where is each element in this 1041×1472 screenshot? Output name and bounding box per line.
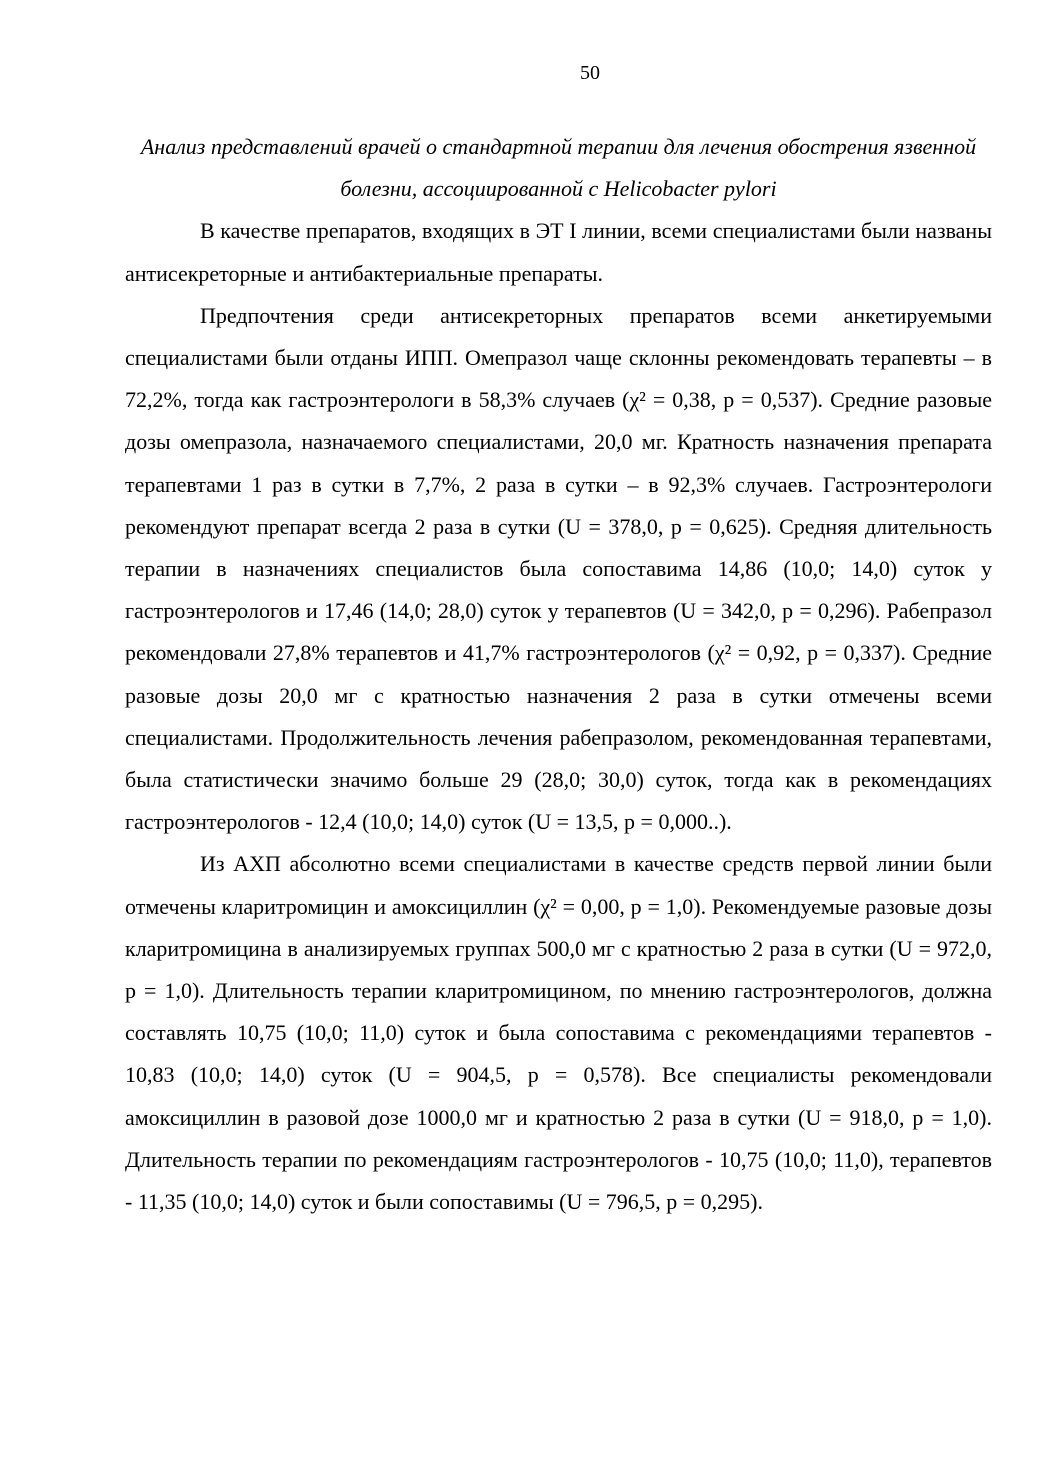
paragraph-3: Из АХП абсолютно всеми специалистами в качестве средств первой линии были отмечены кларитромицин и амоксициллин (χ² = 0,00, p = 1,0). Рекомендуемые разовые дозы кларитромицина в анализируемых группах 500,0 мг с кратностью 2 раза в сутки (U = 972,0, p = 1,0). Длительность терапии кларитромицином, по мнению гастроэнтерологов, должна составлять 10,75 (10,0; 11,0) суток и была сопоставима с рекомендациями терапевтов - 10,83 (10,0; 14,0) суток (U = 904,5, p = 0,578). Все специалисты рекомендовали амоксициллин в разовой дозе 1000,0 мг и кратностью 2 раза в сутки (U = 918,0, p = 1,0). Длительность терапии по рекомендациям гастроэнтерологов - 10,75 (10,0; 11,0), терапевтов - 11,35 (10,0; 14,0) суток и были сопоставимы (U = 796,5, p = 0,295). bbox=[125, 851, 992, 1215]
page-number: 50 bbox=[580, 62, 600, 84]
section-title: Анализ представлений врачей о стандартной терапии для лечения обострения язвенной болезни, ассоциированной с Helicobacter pylori bbox=[140, 134, 977, 202]
document-body bbox=[125, 126, 992, 1223]
paragraph-1: В качестве препаратов, входящих в ЭТ I линии, всеми специалистами были названы антисекреторные и антибактериальные препараты. bbox=[125, 218, 992, 286]
paragraph-2: Предпочтения среди антисекреторных препаратов всеми анкетируемыми специалистами были отданы ИПП. Омепразол чаще склонны рекомендовать терапевты – в 72,2%, тогда как гастроэнтерологи в 58,3% случаев (χ² = 0,38, p = 0,537). Средние разовые дозы омепразола, назначаемого специалистами, 20,0 мг. Кратность назначения препарата терапевтами 1 раз в сутки в 7,7%, 2 раза в сутки – в 92,3% случаев. Гастроэнтерологи рекомендуют препарат всегда 2 раза в сутки (U = 378,0, p = 0,625). Средняя длительность терапии в назначениях специалистов была сопоставима 14,86 (10,0; 14,0) суток у гастроэнтерологов и 17,46 (14,0; 28,0) суток у терапевтов (U = 342,0, p = 0,296). Рабепразол рекомендовали 27,8% терапевтов и 41,7% гастроэнтерологов (χ² = 0,92, p = 0,337). Средние разовые дозы 20,0 мг с кратностью назначения 2 раза в сутки отмечены всеми специалистами. Продолжительность лечения рабепразолом, рекомендованная терапевтами, была статистически значимо больше 29 (28,0; 30,0) суток, тогда как в рекомендациях гастроэнтерологов - 12,4 (10,0; 14,0) суток (U = 13,5, p = 0,000..). bbox=[125, 302, 992, 835]
